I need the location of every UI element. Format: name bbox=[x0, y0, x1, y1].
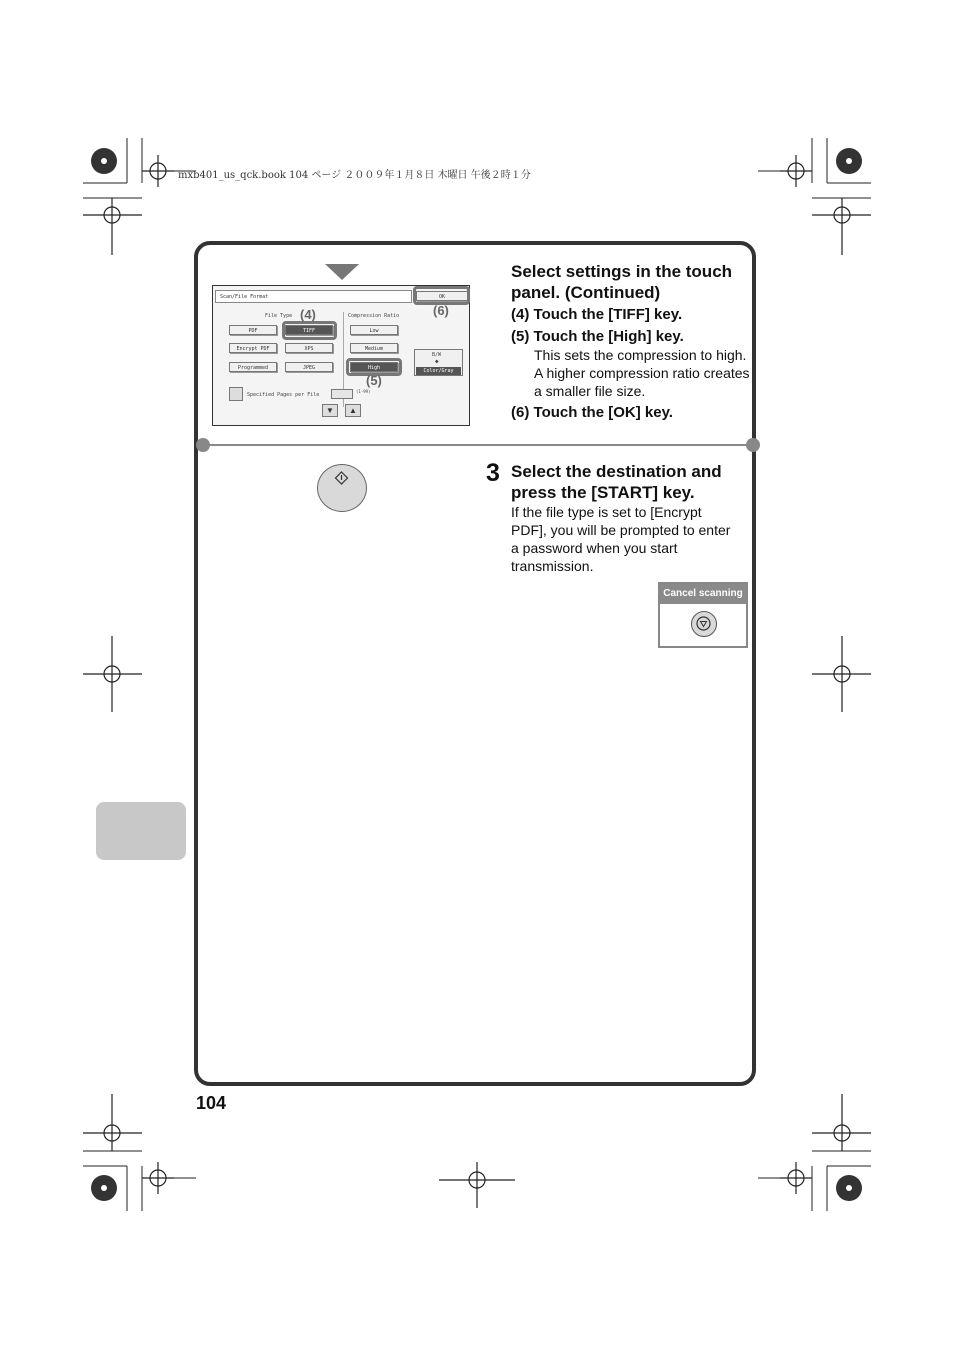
file-type-label: File Type bbox=[265, 313, 293, 319]
pages-input[interactable] bbox=[331, 389, 353, 399]
color-mode-key[interactable] bbox=[414, 349, 463, 376]
pages-per-file-label: Specified Pages per File bbox=[247, 392, 320, 398]
section2-title-1: Select the destination and bbox=[511, 462, 722, 481]
scroll-down-icon[interactable]: ▼ bbox=[322, 404, 338, 417]
step-4-text: Touch the [TIFF] key. bbox=[533, 306, 683, 323]
section-divider bbox=[203, 444, 747, 446]
start-key[interactable] bbox=[317, 464, 367, 512]
callout-4: (4) bbox=[300, 307, 316, 322]
pages-range: (1-99) bbox=[356, 389, 371, 394]
step-6-num: (6) bbox=[511, 404, 530, 421]
section2-title-2: press the [START] key. bbox=[511, 483, 695, 502]
file-header: mxb401_us_qck.book 104 ページ ２００９年１月８日 木曜日 午後２時１分 bbox=[178, 170, 531, 181]
step-5-desc-1: This sets the compression to high. bbox=[534, 347, 747, 363]
pages-checkbox[interactable] bbox=[229, 387, 243, 401]
section2-desc-3: a password when you start bbox=[511, 540, 678, 556]
ok-key[interactable]: OK bbox=[416, 291, 468, 301]
color-gray-label: Color/Gray bbox=[416, 367, 461, 375]
stop-icon bbox=[692, 612, 715, 635]
high-key[interactable]: High bbox=[350, 362, 398, 372]
bw-label: B/W bbox=[432, 352, 442, 358]
stop-key[interactable] bbox=[691, 611, 717, 637]
page-number: 104 bbox=[196, 1093, 227, 1113]
medium-key[interactable]: Medium bbox=[350, 343, 398, 353]
chapter-tab bbox=[96, 802, 186, 860]
swap-icon: ◆ bbox=[435, 358, 439, 365]
step-6-text: Touch the [OK] key. bbox=[533, 404, 673, 421]
compression-label: Compression Ratio bbox=[348, 313, 400, 319]
divider-dot-left bbox=[196, 438, 210, 452]
section2-desc-4: transmission. bbox=[511, 558, 594, 574]
callout-6: (6) bbox=[433, 303, 449, 318]
pdf-key[interactable]: PDF bbox=[229, 325, 277, 335]
tiff-key[interactable]: TIFF bbox=[285, 325, 333, 335]
cancel-scanning-label: Cancel scanning bbox=[660, 584, 746, 604]
divider-dot-right bbox=[746, 438, 760, 452]
scroll-up-icon[interactable]: ▲ bbox=[345, 404, 361, 417]
step-number: 3 bbox=[486, 459, 500, 487]
down-arrow-icon bbox=[325, 264, 359, 280]
cancel-scanning-box bbox=[658, 582, 748, 648]
step-6 bbox=[511, 404, 673, 422]
section1-title: Select settings in the touch panel. (Continued) bbox=[511, 262, 733, 302]
step-4 bbox=[511, 306, 682, 324]
callout-5: (5) bbox=[366, 373, 382, 388]
step-5 bbox=[511, 328, 684, 346]
programmed-key[interactable]: Programmed bbox=[229, 362, 277, 372]
step-5-desc-3: a smaller file size. bbox=[534, 383, 646, 399]
callout-frame-4 bbox=[282, 321, 337, 340]
low-key[interactable]: Low bbox=[350, 325, 398, 335]
step-4-num: (4) bbox=[511, 306, 530, 323]
jpeg-key[interactable]: JPEG bbox=[285, 362, 333, 372]
section2-desc-2: PDF], you will be prompted to enter bbox=[511, 522, 731, 538]
panel-title: Scan/File Format bbox=[215, 290, 412, 303]
step-5-text: Touch the [High] key. bbox=[533, 328, 684, 345]
encrypt-pdf-key[interactable]: Encrypt PDF bbox=[229, 343, 277, 353]
xps-key[interactable]: XPS bbox=[285, 343, 333, 353]
step-5-num: (5) bbox=[511, 328, 530, 345]
step-5-desc-2: A higher compression ratio creates bbox=[534, 365, 750, 381]
section2-desc-1: If the file type is set to [Encrypt bbox=[511, 504, 702, 520]
start-icon bbox=[318, 465, 365, 510]
